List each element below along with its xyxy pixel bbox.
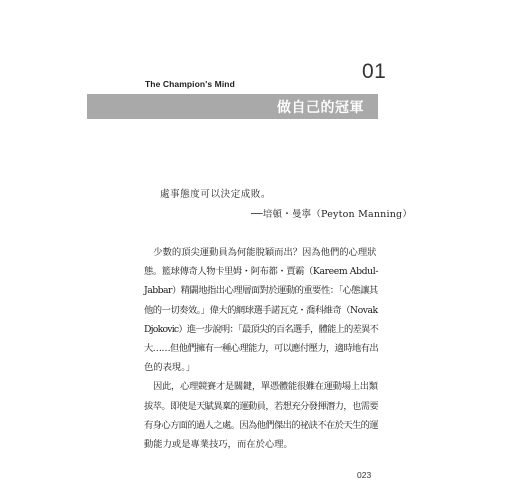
paragraph-2 <box>144 377 378 454</box>
epigraph-source: ──培頓・曼寧（Peyton Manning） <box>251 209 413 220</box>
chapter-number: 01 <box>362 60 387 83</box>
text-line: 因此，心理競賽才是關鍵，單憑體能很難在運動場上出類 <box>144 381 378 393</box>
body-text <box>144 243 378 454</box>
text-line: 色的表現。」 <box>144 362 196 374</box>
text-line: Djokovic）進一步說明：「最頂尖的百名選手，體能上的差異不 <box>144 323 379 335</box>
text-line: 拔萃。即使是天賦異稟的運動員，若想充分發揮潛力，也需要 <box>144 400 379 412</box>
text-line: 動能力或是專業技巧，而在於心理。 <box>144 439 293 451</box>
text-line: Jabbar）精闢地指出心理層面對於運動的重要性：「心態讓其 <box>144 285 378 297</box>
epigraph-quote: 處事態度可以決定成敗。 <box>160 189 272 200</box>
book-title: The Champion's Mind <box>145 79 235 89</box>
text-line: 有身心方面的過人之處。因為他們傑出的祕訣不在於天生的運 <box>144 419 379 431</box>
text-line: 態。籃球傳奇人物卡里姆・阿布都・賈霸（Kareem Abdul- <box>144 266 379 278</box>
text-line: 大……但他們擁有一種心理能力，可以應付壓力，適時地有出 <box>144 343 379 355</box>
paragraph-1 <box>144 243 378 377</box>
chapter-title-band <box>87 94 378 119</box>
text-line: 少數的頂尖運動員為何能脫穎而出？因為他們的心理狀 <box>144 247 377 258</box>
text-line: 他的一切奏效。」偉大的網球選手諾瓦克・喬科維奇（Novak <box>144 304 378 316</box>
page-number: 023 <box>357 470 372 480</box>
chapter-title: 做自己的冠軍 <box>277 100 364 116</box>
